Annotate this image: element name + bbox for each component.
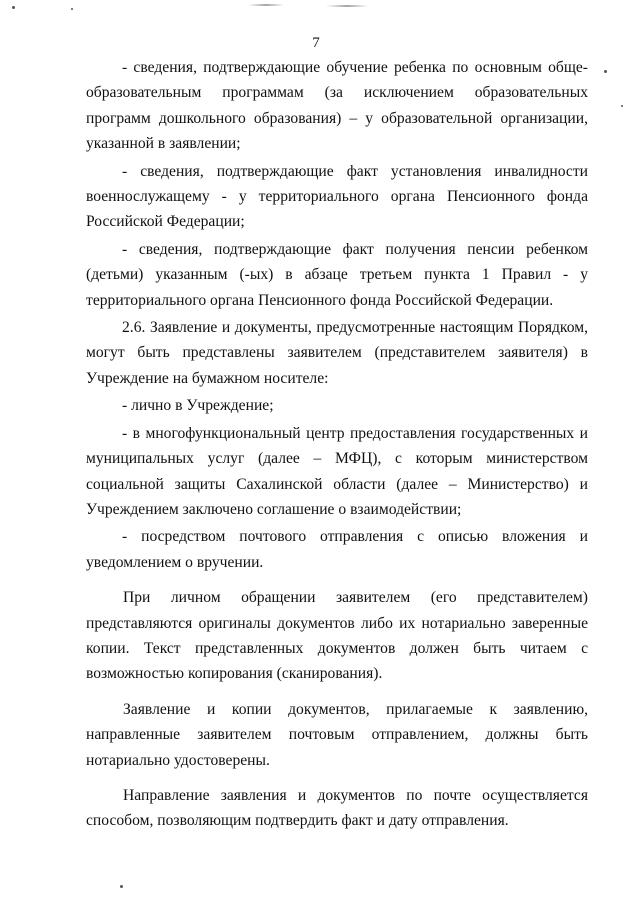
paragraph: При личном обращении заявителем (его представителем) представляются оригиналы документов либо их нотариально заверенные копии. Текст представленных документов должен быть читаем с возможностью копирования (сканирования). — [86, 589, 588, 683]
paragraph: Заявление и копии документов, прилагаемые к заявлению, направленные заявителем почтовым отправлением, должны быть нотариально удостоверены. — [86, 700, 588, 769]
scan-speck — [71, 8, 73, 10]
paragraph: - сведения, подтверждающие факт получения пенсии ребенком (детьми) указанным (-ых) в абзаце третьем пункта 1 Правил - у территориального органа Пенсионного фонда Российской Федерации. — [86, 240, 588, 309]
paragraph: - сведения, подтверждающие факт установления инвалидности военнослужащему - у территориального органа Пенсионного фонда Российской Федерации; — [86, 162, 588, 231]
paragraph: - посредством почтового отправления с описью вложения и уведомлением о вручении. — [86, 528, 588, 571]
scan-speck — [604, 70, 607, 73]
scan-speck — [120, 885, 123, 888]
page-number: 7 — [312, 35, 320, 51]
paragraph: - сведения, подтверждающие обучение ребенка по основным обще-образовательным программам (за исключением образовательных программ дошкольного образования) – у образовательной организации, указанной в заявлении; — [86, 59, 588, 153]
scan-speck — [621, 105, 623, 107]
scan-smudge — [326, 5, 368, 7]
paragraph: - лично в Учреждение; — [122, 397, 274, 415]
document-body — [86, 55, 588, 834]
paragraph: - в многофункциональный центр предоставления государственных и муниципальных услуг (далее – МФЦ), с которым министерством социальной защиты Сахалинской области (далее – Министерство) и Учреждением заключено соглашение о взаимодействии; — [86, 424, 588, 518]
paragraph: Направление заявления и документов по почте осуществляется способом, позволяющим подтвердить факт и дату отправления. — [86, 786, 588, 830]
scan-speck — [12, 6, 15, 9]
paragraph: 2.6. Заявление и документы, предусмотренные настоящим Порядком, могут быть представлены заявителем (представителем заявителя) в Учреждение на бумажном носителе: — [86, 319, 588, 387]
scan-smudge — [248, 4, 284, 6]
